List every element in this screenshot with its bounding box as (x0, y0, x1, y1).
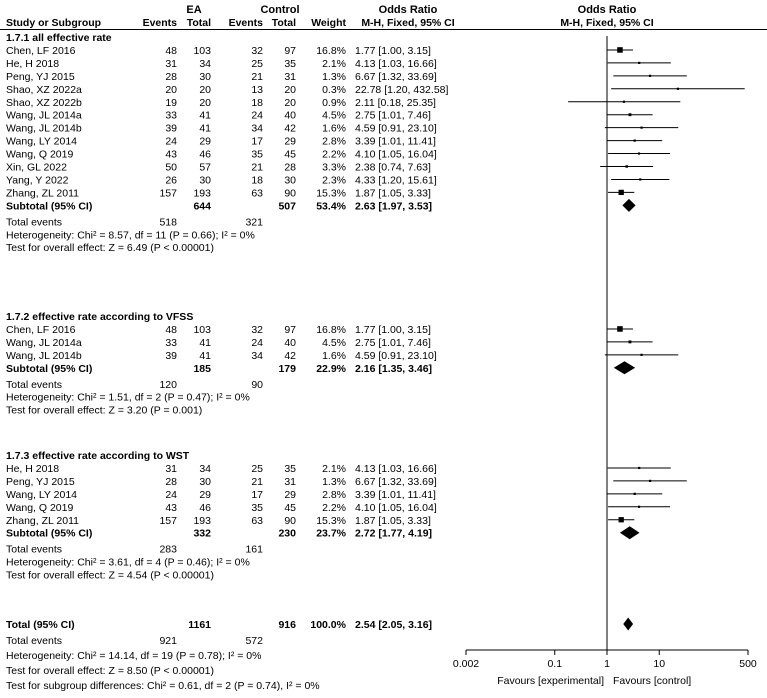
subgroup-1-row-10-ci-text: 2.38 [0.74, 7.63] (355, 161, 431, 174)
subgroup-1-row-7-weight: 1.6% (322, 122, 346, 135)
subgroup-2-total-events-label: Total events (6, 378, 63, 391)
subgroup-2-row-3-total-ea: 41 (199, 349, 211, 362)
subgroup-1-row-1-study-name: Chen, LF 2016 (6, 44, 76, 57)
subgroup-1-row-9-ci-text: 4.10 [1.05, 16.04] (355, 148, 437, 161)
subgroup-1-subtotal-total-ea: 644 (193, 200, 211, 213)
subgroup-1-row-3-total-control: 31 (284, 70, 296, 83)
subgroup-1-row-2-point-estimate (638, 62, 640, 64)
subgroup-1-row-11-study-name: Yang, Y 2022 (6, 174, 69, 187)
subgroup-1-total-events-events-ea: 518 (159, 216, 177, 229)
x-tick-label-3: 1 (604, 658, 610, 670)
subgroup-1-row-2-study-name: He, H 2018 (6, 57, 60, 70)
subgroup-1-total-events-events-control: 321 (245, 216, 263, 229)
header-total-control: Total (271, 17, 296, 29)
subgroup-1-row-2-events-control: 25 (251, 57, 263, 70)
subgroup-2-row-2-point-estimate (629, 340, 632, 343)
subgroup-2-row-2-total-ea: 41 (199, 336, 211, 349)
subgroup-1-row-4-events-ea: 20 (165, 83, 177, 96)
subgroup-2-row-3-weight: 1.6% (322, 349, 346, 362)
total-overall-effect: Test for overall effect: Z = 8.50 (P < 0.00001) (6, 665, 214, 677)
subgroup-1-total-events-label: Total events (6, 216, 63, 229)
header-ea: EA (186, 4, 202, 16)
subgroup-3-row-4-ci-text: 4.10 [1.05, 16.04] (355, 501, 437, 514)
subgroup-1-row-10-weight: 3.3% (322, 161, 346, 174)
subgroup-1-row-1-total-ea: 103 (193, 44, 211, 57)
subgroup-3-row-1-weight: 2.1% (322, 462, 346, 475)
subgroup-3-row-3-events-ea: 24 (165, 488, 177, 501)
header-total-ea: Total (186, 17, 211, 29)
subgroup-1-row-2-total-control: 35 (284, 57, 296, 70)
subgroup-1-row-5-total-ea: 20 (199, 96, 211, 109)
subgroup-1-row-11-ci-text: 4.33 [1.20, 15.61] (355, 174, 437, 187)
total-heterogeneity: Heterogeneity: Chi² = 14.14, df = 19 (P = 0.78); I² = 0% (6, 650, 262, 662)
subgroup-3-row-4-total-control: 45 (284, 501, 296, 514)
total-events-events-ea: 921 (159, 635, 177, 647)
subgroup-2-row-2-events-ea: 33 (165, 336, 177, 349)
subgroup-1-row-10-events-ea: 50 (165, 161, 177, 174)
x-tick-label-5: 500 (739, 658, 757, 670)
subgroup-3-title: 1.7.3 effective rate according to WST (6, 450, 190, 462)
subgroup-1-row-12-study-name: Zhang, ZL 2011 (6, 187, 79, 200)
subgroup-1-row-5-events-ea: 19 (165, 96, 177, 109)
subgroup-1-row-9-weight: 2.2% (322, 148, 346, 161)
subgroup-1-row-6-events-ea: 33 (165, 109, 177, 122)
subgroup-1-row-11-point-estimate (639, 178, 641, 180)
total-total-ea: 1161 (188, 619, 211, 631)
subgroup-2-subtotal-total-control: 179 (278, 362, 296, 375)
subgroup-1-row-9-study-name: Wang, Q 2019 (6, 148, 74, 161)
x-tick-label-4: 10 (653, 658, 666, 670)
subgroup-1-row-7-events-control: 34 (251, 122, 263, 135)
subgroup-1-subtotal-weight: 53.4% (316, 200, 346, 213)
subgroup-3-row-2-study-name: Peng, YJ 2015 (6, 475, 75, 488)
subgroup-2-title: 1.7.2 effective rate according to VFSS (6, 311, 194, 323)
subgroup-1-row-8-total-control: 29 (284, 135, 296, 148)
x-tick-label-2: 0.1 (547, 658, 563, 670)
subgroup-3-row-2-weight: 1.3% (322, 475, 346, 488)
total-total-control: 916 (278, 619, 296, 631)
subgroup-1-row-8-total-ea: 29 (199, 135, 211, 148)
subgroup-2-row-3-point-estimate (640, 354, 642, 356)
subgroup-1-row-8-events-control: 17 (251, 135, 263, 148)
subgroup-1-row-7-ci-text: 4.59 [0.91, 23.10] (355, 122, 437, 135)
subgroup-2-row-3-study-name: Wang, JL 2014b (6, 349, 82, 362)
subgroup-3-row-2-ci-text: 6.67 [1.32, 33.69] (355, 475, 437, 488)
subgroup-1-row-7-total-control: 42 (284, 122, 296, 135)
subgroup-1-row-3-ci-text: 6.67 [1.32, 33.69] (355, 70, 437, 83)
subgroup-1-row-10-point-estimate (625, 165, 627, 167)
subgroup-1-subtotal-total-control: 507 (278, 200, 296, 213)
subgroup-1-subtotal-diamond (622, 199, 635, 212)
subgroup-1-row-5-events-control: 18 (251, 96, 263, 109)
subgroup-3-row-3-total-control: 29 (284, 488, 296, 501)
subgroup-3-row-4-total-ea: 46 (199, 501, 211, 514)
subgroup-3-row-5-study-name: Zhang, ZL 2011 (6, 514, 79, 527)
subgroup-1-row-1-events-control: 32 (251, 44, 263, 57)
subgroup-2-row-1-total-ea: 103 (193, 323, 211, 336)
subgroup-3-row-1-point-estimate (638, 467, 640, 469)
subgroup-1-row-4-total-ea: 20 (199, 83, 211, 96)
subgroup-1-row-5-weight: 0.9% (322, 96, 346, 109)
subgroup-1-row-7-point-estimate (640, 127, 642, 129)
subgroup-1-row-7-events-ea: 39 (165, 122, 177, 135)
subgroup-1-row-12-weight: 15.3% (316, 187, 346, 200)
header-events-ea: Events (142, 17, 177, 29)
subgroup-3-row-3-study-name: Wang, LY 2014 (6, 488, 78, 501)
total-ci-text: 2.54 [2.05, 3.16] (355, 619, 433, 631)
subgroup-1-row-1-total-control: 97 (284, 44, 296, 57)
subgroup-3-subtotal-diamond (620, 526, 640, 539)
subgroup-1-row-4-total-control: 20 (284, 83, 296, 96)
subgroup-3-row-4-study-name: Wang, Q 2019 (6, 501, 74, 514)
subgroup-1-row-12-ci-text: 1.87 [1.05, 3.33] (355, 187, 431, 200)
subgroup-1-row-6-point-estimate (629, 113, 632, 116)
total-weight: 100.0% (310, 619, 346, 631)
subgroup-2-row-1-weight: 16.8% (316, 323, 346, 336)
subgroup-1-row-4-ci-text: 22.78 [1.20, 432.58] (355, 83, 449, 96)
subgroup-1-row-6-total-ea: 41 (199, 109, 211, 122)
subgroup-1-row-10-total-ea: 57 (199, 161, 211, 174)
subgroup-3-row-1-ci-text: 4.13 [1.03, 16.66] (355, 462, 437, 475)
subgroup-3-row-2-point-estimate (649, 480, 651, 482)
subgroup-3-subtotal-total-ea: 332 (193, 527, 211, 540)
subgroup-3-row-3-weight: 2.8% (322, 488, 346, 501)
subgroup-1-row-1-weight: 16.8% (316, 44, 346, 57)
subgroup-1-row-6-weight: 4.5% (322, 109, 346, 122)
subgroup-3-subtotal-label: Subtotal (95% CI) (6, 527, 93, 540)
favours-control-label: Favours [control] (613, 675, 692, 687)
subgroup-2-row-2-ci-text: 2.75 [1.01, 7.46] (355, 336, 431, 349)
subgroup-3-row-1-total-control: 35 (284, 462, 296, 475)
subgroup-1-subtotal-label: Subtotal (95% CI) (6, 200, 93, 213)
header-method-plot: M-H, Fixed, 95% CI (560, 17, 654, 29)
subgroup-differences: Test for subgroup differences: Chi² = 0.61, df = 2 (P = 0.74), I² = 0% (6, 680, 320, 692)
subgroup-2-row-3-events-control: 34 (251, 349, 263, 362)
subgroup-3-row-4-point-estimate (638, 506, 640, 508)
subgroup-2-row-3-events-ea: 39 (165, 349, 177, 362)
subgroup-1-row-5-total-control: 20 (284, 96, 296, 109)
subgroup-1-row-12-total-control: 90 (284, 187, 296, 200)
subgroup-2-row-2-study-name: Wang, JL 2014a (6, 336, 82, 349)
subgroup-1-row-8-ci-text: 3.39 [1.01, 11.41] (355, 135, 436, 148)
subgroup-1-row-8-events-ea: 24 (165, 135, 177, 148)
subgroup-2-row-2-weight: 4.5% (322, 336, 346, 349)
favours-experimental-label: Favours [experimental] (497, 675, 604, 687)
header-events-control: Events (228, 17, 263, 29)
subgroup-2-row-2-total-control: 40 (284, 336, 296, 349)
subgroup-2-subtotal-total-ea: 185 (193, 362, 211, 375)
subgroup-3-row-5-events-control: 63 (251, 514, 263, 527)
subgroup-3-row-5-point-estimate (619, 517, 624, 522)
subgroup-3-heterogeneity: Heterogeneity: Chi² = 3.61, df = 4 (P = 0.46); I² = 0% (6, 556, 250, 569)
subgroup-3-row-2-events-control: 21 (251, 475, 263, 488)
subgroup-1-row-4-weight: 0.3% (322, 83, 346, 96)
subgroup-2-subtotal-label: Subtotal (95% CI) (6, 362, 93, 375)
subgroup-1-row-8-study-name: Wang, LY 2014 (6, 135, 78, 148)
subgroup-3-row-3-events-control: 17 (251, 488, 263, 501)
subgroup-1-row-9-events-ea: 43 (165, 148, 177, 161)
subgroup-1-row-4-study-name: Shao, XZ 2022a (6, 83, 82, 96)
subgroup-1-row-3-events-control: 21 (251, 70, 263, 83)
subgroup-2-row-1-point-estimate (617, 326, 623, 332)
subgroup-2-row-1-events-control: 32 (251, 323, 263, 336)
subgroup-1-row-8-point-estimate (634, 139, 636, 141)
subgroup-3-row-4-events-ea: 43 (165, 501, 177, 514)
subgroup-1-subtotal-ci-text: 2.63 [1.97, 3.53] (355, 200, 433, 213)
subgroup-3-row-3-ci-text: 3.39 [1.01, 11.41] (355, 488, 436, 501)
total-events-label: Total events (6, 635, 63, 647)
subgroup-2-total-events-events-ea: 120 (159, 378, 177, 391)
total-diamond (623, 618, 633, 631)
subgroup-2-subtotal-diamond (614, 361, 635, 374)
subgroup-1-row-6-study-name: Wang, JL 2014a (6, 109, 82, 122)
subgroup-2-heterogeneity: Heterogeneity: Chi² = 1.51, df = 2 (P = 0.47); I² = 0% (6, 391, 250, 404)
subgroup-1-row-8-weight: 2.8% (322, 135, 346, 148)
subgroup-1-row-3-total-ea: 30 (199, 70, 211, 83)
subgroup-1-row-4-point-estimate (677, 88, 679, 90)
subgroup-3-row-5-events-ea: 157 (159, 514, 177, 527)
subgroup-3-row-1-events-control: 25 (251, 462, 263, 475)
subgroup-1-row-3-events-ea: 28 (165, 70, 177, 83)
subgroup-2-total-events-events-control: 90 (251, 378, 263, 391)
subgroup-1-row-11-events-ea: 26 (165, 174, 177, 187)
header-weight: Weight (311, 17, 346, 29)
subgroup-1-row-11-total-ea: 30 (199, 174, 211, 187)
subgroup-1-row-7-total-ea: 41 (199, 122, 211, 135)
subgroup-1-row-2-total-ea: 34 (199, 57, 211, 70)
subgroup-1-row-9-point-estimate (638, 152, 640, 154)
total-events-events-control: 572 (245, 635, 263, 647)
subgroup-1-overall-effect: Test for overall effect: Z = 6.49 (P < 0.00001) (6, 242, 214, 255)
subgroup-1-row-12-point-estimate (619, 190, 624, 195)
subgroup-1-row-7-study-name: Wang, JL 2014b (6, 122, 82, 135)
subgroup-1-row-10-total-control: 28 (284, 161, 296, 174)
subgroup-1-heterogeneity: Heterogeneity: Chi² = 8.57, df = 11 (P = 0.66); I² = 0% (6, 229, 255, 242)
header-odds-ratio-text: Odds Ratio (378, 4, 438, 16)
header-study: Study or Subgroup (6, 17, 102, 29)
subgroup-3-row-5-total-control: 90 (284, 514, 296, 527)
subgroup-1-row-12-total-ea: 193 (193, 187, 211, 200)
header-control: Control (260, 4, 300, 16)
header-method-text: M-H, Fixed, 95% CI (361, 17, 455, 29)
subgroup-1-row-5-study-name: Shao, XZ 2022b (6, 96, 82, 109)
subgroup-2-subtotal-weight: 22.9% (316, 362, 346, 375)
subgroup-3-row-5-total-ea: 193 (193, 514, 211, 527)
subgroup-1-row-11-events-control: 18 (251, 174, 263, 187)
subgroup-1-row-6-ci-text: 2.75 [1.01, 7.46] (355, 109, 431, 122)
subgroup-1-row-9-events-control: 35 (251, 148, 263, 161)
subgroup-3-row-5-ci-text: 1.87 [1.05, 3.33] (355, 514, 431, 527)
subgroup-3-total-events-label: Total events (6, 543, 63, 556)
subgroup-3-subtotal-weight: 23.7% (316, 527, 346, 540)
subgroup-1-row-1-events-ea: 48 (165, 44, 177, 57)
subgroup-1-row-9-total-ea: 46 (199, 148, 211, 161)
subgroup-3-row-2-events-ea: 28 (165, 475, 177, 488)
subgroup-3-total-events-events-control: 161 (245, 543, 263, 556)
total-label: Total (95% CI) (6, 619, 75, 631)
subgroup-2-row-1-total-control: 97 (284, 323, 296, 336)
subgroup-2-row-1-events-ea: 48 (165, 323, 177, 336)
header-odds-ratio-plot: Odds Ratio (577, 4, 637, 16)
subgroup-3-row-1-study-name: He, H 2018 (6, 462, 60, 475)
subgroup-1-row-6-events-control: 24 (251, 109, 263, 122)
subgroup-2-row-3-total-control: 42 (284, 349, 296, 362)
subgroup-1-row-2-ci-text: 4.13 [1.03, 16.66] (355, 57, 437, 70)
subgroup-3-subtotal-total-control: 230 (278, 527, 296, 540)
subgroup-3-row-4-events-control: 35 (251, 501, 263, 514)
subgroup-1-title: 1.7.1 all effective rate (6, 32, 112, 44)
subgroup-3-row-4-weight: 2.2% (322, 501, 346, 514)
subgroup-1-row-6-total-control: 40 (284, 109, 296, 122)
subgroup-1-row-12-events-ea: 157 (159, 187, 177, 200)
subgroup-1-row-4-events-control: 13 (251, 83, 263, 96)
subgroup-2-row-3-ci-text: 4.59 [0.91, 23.10] (355, 349, 437, 362)
subgroup-1-row-5-point-estimate (623, 101, 625, 103)
subgroup-2-subtotal-ci-text: 2.16 [1.35, 3.46] (355, 362, 433, 375)
subgroup-1-row-3-study-name: Peng, YJ 2015 (6, 70, 75, 83)
subgroup-2-row-1-ci-text: 1.77 [1.00, 3.15] (355, 323, 431, 336)
subgroup-1-row-1-ci-text: 1.77 [1.00, 3.15] (355, 44, 431, 57)
subgroup-3-row-2-total-ea: 30 (199, 475, 211, 488)
subgroup-1-row-12-events-control: 63 (251, 187, 263, 200)
subgroup-3-row-3-total-ea: 29 (199, 488, 211, 501)
subgroup-3-row-2-total-control: 31 (284, 475, 296, 488)
subgroup-3-subtotal-ci-text: 2.72 [1.77, 4.19] (355, 527, 433, 540)
subgroup-3-overall-effect: Test for overall effect: Z = 4.54 (P < 0.00001) (6, 569, 214, 582)
subgroup-1-row-3-point-estimate (649, 75, 651, 77)
subgroup-1-row-11-total-control: 30 (284, 174, 296, 187)
subgroup-2-overall-effect: Test for overall effect: Z = 3.20 (P = 0.001) (6, 404, 203, 417)
x-tick-label-1: 0.002 (452, 658, 480, 670)
subgroup-1-row-11-weight: 2.3% (322, 174, 346, 187)
subgroup-3-total-events-events-ea: 283 (159, 543, 177, 556)
subgroup-1-row-1-point-estimate (617, 47, 623, 53)
subgroup-3-row-5-weight: 15.3% (316, 514, 346, 527)
subgroup-1-row-10-events-control: 21 (251, 161, 263, 174)
subgroup-1-row-3-weight: 1.3% (322, 70, 346, 83)
subgroup-3-row-3-point-estimate (634, 493, 636, 495)
subgroup-1-row-9-total-control: 45 (284, 148, 296, 161)
subgroup-3-row-1-total-ea: 34 (199, 462, 211, 475)
subgroup-3-row-1-events-ea: 31 (165, 462, 177, 475)
subgroup-1-row-2-events-ea: 31 (165, 57, 177, 70)
subgroup-1-row-10-study-name: Xin, GL 2022 (6, 161, 67, 174)
subgroup-2-row-2-events-control: 24 (251, 336, 263, 349)
subgroup-1-row-2-weight: 2.1% (322, 57, 346, 70)
subgroup-2-row-1-study-name: Chen, LF 2016 (6, 323, 76, 336)
subgroup-1-row-5-ci-text: 2.11 [0.18, 25.35] (355, 96, 436, 109)
